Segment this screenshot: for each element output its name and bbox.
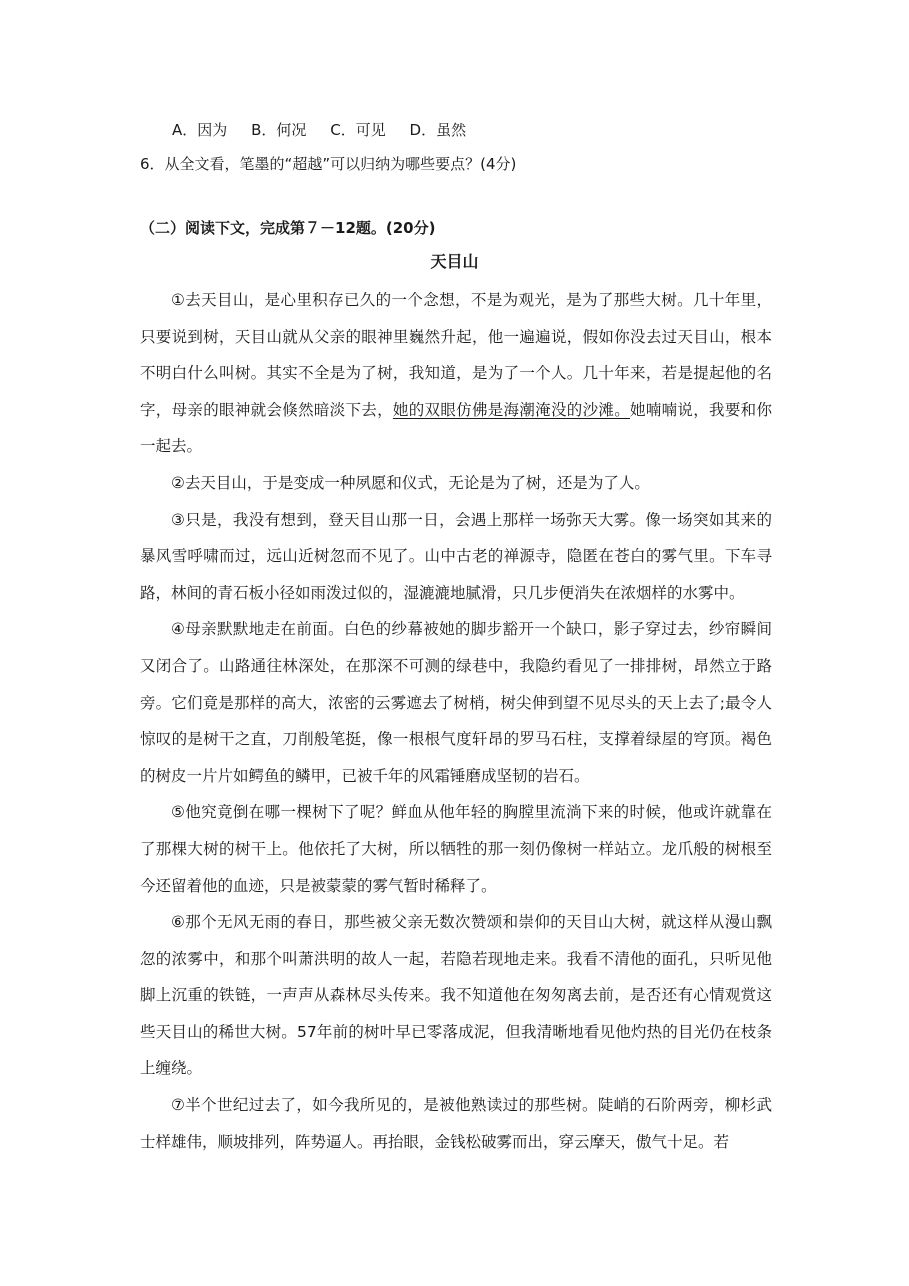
paragraph-5: ⑤他究竟倒在哪一棵树下了呢？鲜血从他年轻的胸膛里流淌下来的时候，他或许就靠在了那棵大树的树干上。他依托了大树，所以牺牲的那一刻仍像树一样站立。龙爪般的树根至今还留着他的血迹，只是被蒙蒙的雾气暂时稀释了。 [140,803,772,895]
paragraph-2: ②去天目山，于是变成一种夙愿和仪式，无论是为了树，还是为了人。 [171,473,650,492]
paragraph-3: ③只是，我没有想到，登天目山那一日，会遇上那样一场弥天大雾。像一场突如其来的暴风雪呼啸而过，远山近树忽而不见了。山中古老的禅源寺，隐匿在苍白的雾气里。下车寻路，林间的青石板小径如雨泼过似的，湿漉漉地腻滑，只几步便消失在浓烟样的水雾中。 [140,510,772,602]
question-6: 6．从全文看，笔墨的“超越”可以归纳为哪些要点？(4分) [140,155,517,173]
section-heading: （二）阅读下文，完成第７－12题。(20分) [140,219,436,237]
article-body [140,282,772,1160]
paragraph-4: ④母亲默默地走在前面。白色的纱幕被她的脚步豁开一个缺口，影子穿过去，纱帘瞬间又闭合了。山路通往林深处，在那深不可测的绿巷中，我隐约看见了一排排树，昂然立于路旁。它们竟是那样的高大，浓密的云雾遮去了树梢，树尖伸到望不见尽头的天上去了;最令人惊叹的是树干之直，刀削般笔挺，像一根根气度轩昂的罗马石柱，支撑着绿屋的穹顶。褐色的树皮一片片如鳄鱼的鳞甲，已被千年的风霜锤磨成坚韧的岩石。 [140,620,772,785]
underlined-sentence: 她的双眼仿佛是海潮淹没的沙滩。 [392,400,631,419]
paragraph-6: ⑥那个无风无雨的春日，那些被父亲无数次赞颂和崇仰的天目山大树，就这样从漫山飘忽的浓雾中，和那个叫萧洪明的故人一起，若隐若现地走来。我看不清他的面孔，只听见他脚上沉重的铁链，一声声从森林尽头传来。我不知道他在匆匆离去前，是否还有心情观赏这些天目山的稀世大树。57年前的树叶早已零落成泥，但我清晰地看见他灼热的目光仍在枝条上缠绕。 [140,913,772,1078]
paragraph-1-text-end: 她喃喃说，我要和你一起去。 [140,400,772,456]
article-title: 天目山 [430,252,479,271]
paragraph-1 [140,282,772,465]
paragraph-1-text: ①去天目山，是心里积存已久的一个念想，不是为观光，是为了那些大树。几十年里，只要说到树，天目山就从父亲的眼神里巍然升起，他一遍遍说，假如你没去过天目山，根本不明白什么叫树。其实不全是为了树，我知道，是为了一个人。几十年来，若是提起他的名字，母亲的眼神就会倏然暗淡下去， [140,291,772,419]
answer-options: A．因为 B．何况 C．可见 D．虽然 [172,121,467,139]
paragraph-7: ⑦半个世纪过去了，如今我所见的，是被他熟读过的那些树。陡峭的石阶两旁，柳杉武士样雄伟，顺坡排列，阵势逼人。再抬眼，金钱松破雾而出，穿云摩天，傲气十足。若 [140,1096,772,1151]
